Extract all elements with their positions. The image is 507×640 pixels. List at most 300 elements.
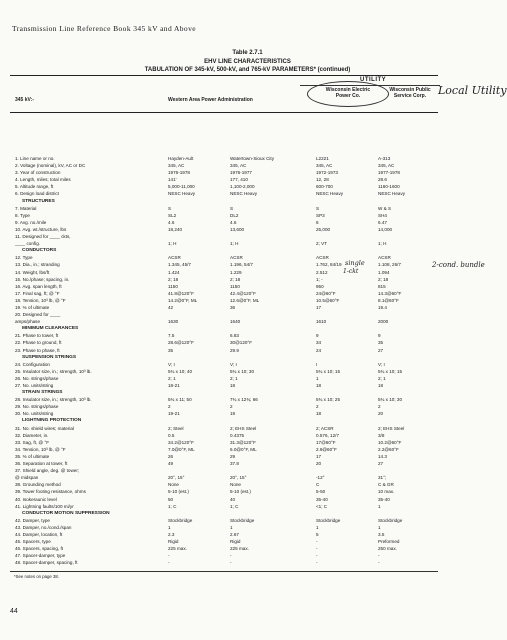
row-label: 36. Separation at tower, ft — [15, 461, 68, 467]
row-label: 48. Spacer-damper, spacing, ft — [15, 560, 78, 566]
cell-value: 2 — [378, 404, 381, 410]
cell-value: 6.47 — [378, 219, 387, 225]
cell-value: 31.3@120°F — [230, 439, 256, 445]
row-label: 12. Type — [15, 255, 33, 261]
cell-value: 14.3@60°F — [378, 290, 402, 296]
table-row — [0, 176, 495, 183]
row-label: 28. Insulator size, in.; strength, 10³ lb. — [15, 397, 92, 403]
table-row — [0, 496, 495, 503]
cell-value: Rigid — [230, 539, 241, 545]
row-label: 43. Damper, no./cond./span — [15, 524, 72, 530]
section-heading-label: CONDUCTOR MOTION SUPPRESSION — [22, 510, 110, 516]
cell-value: 2; ACSR — [316, 425, 334, 431]
table-row — [0, 538, 495, 545]
section-heading-label: STRAIN STRINGS — [22, 390, 63, 396]
cell-value: 177, 410 — [230, 177, 248, 183]
cell-value: 17@60°F — [316, 439, 336, 445]
row-label: ____ config. — [15, 241, 41, 247]
cell-value: 18,240 — [168, 226, 183, 232]
cell-value: 6 — [316, 219, 319, 225]
table-titles — [0, 49, 495, 75]
cell-value: 1 — [230, 524, 233, 530]
row-label: 44. Damper, location, ft — [15, 531, 63, 537]
cell-value: 49 — [168, 461, 174, 467]
cell-value: 1.108, 26/7 — [378, 262, 401, 268]
row-label: 8. Type — [15, 212, 30, 218]
table-row — [0, 432, 495, 439]
table-row — [0, 155, 495, 162]
cell-value: 3.5 — [378, 531, 385, 537]
handwritten-circle — [307, 81, 389, 107]
row-label: 16. Avg. span length, ft — [15, 283, 62, 289]
cell-value: 18 — [378, 383, 384, 388]
row-label: 47. Spacer-damper, type — [15, 553, 66, 559]
section-heading — [0, 325, 495, 332]
cell-value: 1.762, 84/19 — [316, 262, 342, 268]
cell-value: 1 — [378, 524, 381, 530]
table-row — [0, 552, 495, 559]
handwritten-note-two-cond-bundle: 2-cond. bundle — [432, 261, 485, 269]
row-label: @ midspan — [15, 475, 39, 481]
cell-value: 6.83 — [230, 333, 239, 339]
row-label: 21. Phase to tower, ft — [15, 333, 59, 339]
cell-value: 27 — [378, 461, 384, 467]
cell-value: 24 — [316, 347, 322, 353]
cell-value: 1976-1978 — [168, 170, 190, 176]
row-label: 11. Designed for ____ ckts, — [15, 234, 71, 240]
cell-value: 1972-1973 — [316, 170, 338, 176]
kv-heading: 345 kV:- — [15, 97, 34, 103]
header-rule — [10, 112, 438, 113]
cell-value: ACSR — [316, 255, 329, 261]
cell-value: - — [230, 553, 232, 559]
cell-value: 28.6 — [378, 177, 387, 183]
table-row — [0, 290, 495, 297]
cell-value: None — [230, 482, 241, 488]
section-heading — [0, 417, 495, 424]
cell-value: <1; C — [316, 503, 328, 509]
cell-value: 34 — [316, 340, 322, 346]
table-row — [0, 453, 495, 460]
footnote: *See notes on page 38. — [14, 574, 59, 579]
cell-value: Rigid — [168, 539, 179, 545]
cell-value: 9 — [378, 333, 381, 339]
cell-value: 14.2@0°F, ML — [168, 297, 198, 303]
cell-value: - — [316, 560, 318, 566]
cell-value: 1.196, 54/7 — [230, 262, 253, 268]
table-row — [0, 212, 495, 219]
row-label: amps/phase — [15, 319, 41, 325]
cell-value: - — [168, 553, 170, 559]
table-row — [0, 403, 495, 410]
table-row — [0, 517, 495, 524]
table-row — [0, 410, 495, 417]
cell-value: SL2 — [168, 212, 177, 218]
table-row — [0, 375, 495, 382]
cell-value: Stockbridge — [378, 517, 403, 523]
cell-value: S — [230, 205, 234, 211]
row-label: 23. Phase to phase, ft — [15, 347, 60, 353]
cell-value: 13,600 — [230, 226, 245, 232]
cell-value: 19.4 — [378, 304, 387, 310]
cell-value: - — [230, 560, 232, 566]
cell-value: 5¾ x 10; 30 — [230, 368, 255, 374]
row-label: 37. Shield angle, deg. @ tower; — [15, 468, 80, 474]
parameter-table — [0, 155, 495, 566]
table-row — [0, 361, 495, 368]
table-row — [0, 503, 495, 510]
row-label: 6. Design load district — [15, 191, 59, 197]
row-label: 30. No. units/string — [15, 411, 54, 417]
cell-value: 10 max. — [378, 489, 395, 495]
section-heading-label: SUSPENSION STRINGS — [22, 354, 77, 360]
cell-value: ACSR — [378, 255, 391, 261]
row-label: 4. Length, miles; total miles — [15, 177, 71, 183]
column-heading-wisconsin-electric: Wisconsin Electric Power Co. — [325, 87, 371, 99]
cell-value: 250 max. — [378, 546, 397, 552]
table-row — [0, 269, 495, 276]
row-label: 14. Weight, lbs/ft — [15, 269, 50, 275]
row-label: 34. Tension, 10³ lb, @ °F — [15, 446, 66, 452]
cell-value: 30@120°F — [230, 340, 253, 346]
cell-value: S — [316, 205, 320, 211]
cell-value: 5¾ x 10; 30 — [378, 397, 403, 403]
cell-value: - — [316, 546, 318, 552]
cell-value: W & S — [378, 205, 392, 211]
cell-value: 1 — [378, 503, 381, 509]
cell-value: 19-21 — [168, 411, 180, 417]
cell-value: 31°; — [378, 475, 387, 481]
cell-value: 5¾ x 10; 15 — [316, 368, 341, 374]
table-row — [0, 531, 495, 538]
handwritten-note-local-utility: Local Utility — [438, 84, 507, 97]
cell-value: 345, AC — [168, 163, 185, 169]
cell-value: 1; H — [168, 241, 177, 247]
cell-value: 225 max. — [230, 546, 249, 552]
section-heading — [0, 389, 495, 396]
cell-value: 2.3 — [168, 531, 175, 537]
table-row — [0, 460, 495, 467]
cell-value: 8.1@60°F — [378, 297, 399, 303]
cell-value: NESC Heavy — [168, 191, 196, 197]
cell-value: 1 — [168, 524, 171, 530]
section-heading — [0, 198, 495, 205]
cell-value: 345, AC — [230, 163, 247, 169]
row-label: 10. Avg. wt./structure, lbs — [15, 226, 67, 232]
cell-value: C — [316, 482, 320, 488]
cell-value: 5-50 — [316, 489, 326, 495]
row-label: 13. Dia., in.; stranding — [15, 262, 60, 268]
cell-value: Stockbridge — [168, 517, 193, 523]
row-label: 3. Year of construction — [15, 170, 61, 176]
cell-value: - — [378, 560, 380, 566]
table-row — [0, 347, 495, 354]
cell-value: 26 — [168, 453, 174, 459]
row-label: 25. Insulator size, in.; strength, 10³ lb. — [15, 368, 92, 374]
cell-value: 5¾ x 10; 15 — [378, 368, 403, 374]
row-label: 15. No./phase; spacing, in. — [15, 276, 70, 282]
table-row — [0, 183, 495, 190]
cell-value: 2; 1 — [230, 375, 238, 381]
cell-value: 600-700 — [316, 184, 333, 190]
table-row — [0, 396, 495, 403]
cell-value: I — [316, 361, 318, 367]
cell-value: 1.345, 45/7 — [168, 262, 191, 268]
row-label: 9. Avg. no./mile — [15, 219, 47, 225]
section-heading — [0, 510, 495, 517]
cell-value: 225 max. — [168, 546, 187, 552]
cell-value: 1977-1978 — [378, 170, 400, 176]
cell-value: 17 — [316, 304, 322, 310]
table-row — [0, 169, 495, 176]
row-label: 38. Grounding method — [15, 482, 61, 488]
cell-value: 1,100-2,000 — [230, 184, 255, 190]
cell-value: 2 — [230, 404, 233, 410]
cell-value: - — [378, 553, 380, 559]
cell-value: 35-40 — [316, 496, 328, 502]
row-label: 17. Final sag, ft; @ °F — [15, 290, 60, 296]
cell-value: 4.6 — [230, 219, 237, 225]
cell-value: 42 — [168, 304, 174, 310]
cell-value: 19 — [230, 411, 236, 417]
cell-value: 2.2@60°F — [378, 446, 399, 452]
row-label: 18. Tension, 10³ lb, @ °F — [15, 297, 66, 303]
cell-value: 1 — [316, 524, 319, 530]
cell-value: 0.576, 12/7 — [316, 432, 339, 438]
cell-value: 1630 — [168, 319, 179, 325]
row-label: 27. No. units/string — [15, 383, 54, 388]
cell-value: 20 — [316, 461, 322, 467]
section-heading — [0, 247, 495, 254]
row-label: 22. Phase to ground, ft — [15, 340, 62, 346]
row-label: 35. % of ultimate — [15, 453, 50, 459]
cell-value: 29.9 — [230, 347, 239, 353]
cell-value: Preformed — [378, 539, 400, 545]
cell-value: 2; EHS Steel — [378, 425, 405, 431]
cell-value: 2; VT — [316, 241, 327, 247]
row-label: 7. Material — [15, 205, 37, 211]
column-heading-western: Western Area Power Administration — [168, 97, 253, 103]
cell-value: 20 — [378, 411, 384, 417]
row-label: 24. Configuration — [15, 361, 50, 367]
cell-value: 2.512 — [316, 269, 328, 275]
row-label: 46. Spacers, spacing, ft — [15, 546, 64, 552]
cell-value: 1150 — [168, 283, 178, 289]
section-heading-label: STRUCTURES — [22, 198, 55, 204]
cell-value: 1; C — [230, 503, 239, 509]
cell-value: 36 — [230, 304, 236, 310]
cell-value: 1.229 — [230, 269, 242, 275]
cell-value: 5 — [316, 531, 319, 537]
table-row — [0, 261, 495, 268]
cell-value: NESC Heavy — [378, 191, 406, 197]
row-label: 39. Tower footing resistance, ohms — [15, 489, 86, 495]
cell-value: -12° — [316, 475, 325, 481]
row-label: 31. No. shield wires; material — [15, 425, 74, 431]
cell-value: 1976-1977 — [230, 170, 252, 176]
cell-value: 35-40 — [378, 496, 390, 502]
cell-value: 2; 18 — [168, 276, 179, 282]
table-row — [0, 233, 495, 240]
cell-value: 14.3 — [378, 453, 387, 459]
cell-value: 2; EHS Steel — [230, 425, 257, 431]
table-row — [0, 304, 495, 311]
table-row — [0, 318, 495, 325]
cell-value: 34.2@120°F — [168, 439, 194, 445]
cell-value: 10.2@60°F — [378, 439, 402, 445]
cell-value: 20°, 15° — [168, 475, 185, 481]
table-row — [0, 276, 495, 283]
cell-value: 27 — [378, 347, 384, 353]
cell-value: V; I — [378, 361, 385, 367]
row-label: 45. Spacers, type — [15, 539, 51, 545]
table-row — [0, 439, 495, 446]
cell-value: 1 — [316, 375, 319, 381]
cell-value: 25,000 — [316, 226, 331, 232]
cell-value: 29 — [230, 453, 236, 459]
cell-value: 2.9@60°F — [316, 446, 337, 452]
cell-value: 950 — [316, 283, 324, 289]
top-rule — [10, 75, 438, 76]
table-row — [0, 481, 495, 488]
cell-value: 2; 1 — [378, 375, 386, 381]
cell-value: V; I — [168, 361, 175, 367]
cell-value: 2 — [316, 404, 319, 410]
cell-value: 1; H — [230, 241, 239, 247]
row-label: 41. Lightning faults/100 mi/yr — [15, 503, 74, 509]
cell-value: Watertown-Sioux City — [230, 156, 274, 161]
cell-value: 2; 18 — [378, 276, 389, 282]
cell-value: 10.5@60°F — [316, 297, 340, 303]
table-row — [0, 524, 495, 531]
cell-value: 2 — [168, 404, 171, 410]
cell-value: 1160-1600 — [378, 184, 400, 190]
cell-value: 20°, 15° — [230, 475, 247, 481]
cell-value: A-313 — [378, 156, 391, 161]
section-heading-label: LIGHTNING PROTECTION — [22, 418, 82, 424]
table-row — [0, 559, 495, 566]
table-row — [0, 219, 495, 226]
cell-value: Hayden-Ault — [168, 156, 194, 161]
cell-value: 141' — [168, 177, 177, 183]
cell-value: SP3 — [316, 212, 325, 218]
table-number: Table 2.7.1 — [232, 50, 263, 56]
cell-value: DL2 — [230, 212, 239, 218]
table-row — [0, 283, 495, 290]
cell-value: 1; H — [378, 241, 387, 247]
cell-value: V; I — [230, 361, 237, 367]
section-heading-label: MINIMUM CLEARANCES — [22, 326, 79, 332]
cell-value: 5-10 (est.) — [168, 489, 189, 495]
cell-value: 1640 — [230, 319, 241, 325]
cell-value: 5¾ x 11; 50 — [168, 397, 192, 403]
cell-value: 345, AC — [378, 163, 395, 169]
row-label: 1. Line name or no. — [15, 156, 55, 161]
cell-value: 18 — [316, 383, 322, 388]
cell-value: 1; - — [316, 276, 323, 282]
cell-value: 7¾ x 12¾; 66 — [230, 397, 258, 403]
cell-value: Stockbridge — [316, 517, 341, 523]
column-heading-wisconsin-public: Wisconsin Public Service Corp. — [389, 87, 431, 99]
table-row — [0, 339, 495, 346]
cell-value: 37.8 — [230, 461, 239, 467]
handwritten-note-single: single — [345, 259, 365, 267]
cell-value: 9 — [316, 333, 319, 339]
row-label: 29. No. strings/phase — [15, 404, 59, 410]
cell-value: 3/8 — [378, 432, 385, 438]
table-row — [0, 226, 495, 233]
row-label: 26. No. strings/phase — [15, 375, 59, 381]
cell-value: 0.5 — [168, 432, 175, 438]
table-row — [0, 240, 495, 247]
section-heading-label: CONDUCTORS — [22, 248, 57, 254]
cell-value: 5¾ x 10; 40 — [168, 368, 193, 374]
cell-value: 0.4375 — [230, 432, 245, 438]
table-row — [0, 474, 495, 481]
table-row — [0, 190, 495, 197]
table-row — [0, 205, 495, 212]
cell-value: SH4 — [378, 212, 387, 218]
table-row — [0, 332, 495, 339]
row-label: 42. Damper, type — [15, 517, 50, 523]
cell-value: 5¾ x 10; 25 — [316, 397, 341, 403]
table-row — [0, 254, 495, 261]
cell-value: 1; C — [168, 503, 177, 509]
cell-value: 2000 — [378, 319, 389, 325]
row-label: 40. Isokeraunic level — [15, 496, 57, 502]
cell-value: 815 — [378, 283, 386, 289]
bottom-rule — [10, 571, 438, 572]
cell-value: 14,000 — [378, 226, 393, 232]
table-row — [0, 368, 495, 375]
row-label: 19. % of ultimate — [15, 304, 50, 310]
cell-value: - — [316, 539, 318, 545]
cell-value: 345, AC — [316, 163, 333, 169]
cell-value: None — [168, 482, 179, 488]
table-row — [0, 297, 495, 304]
cell-value: 1.424 — [168, 269, 180, 275]
table-row — [0, 311, 495, 318]
cell-value: ACSR — [168, 255, 181, 261]
cell-value: S — [168, 205, 172, 211]
row-label: 33. Sag, ft, @ °F — [15, 439, 50, 445]
cell-value: 18 — [230, 383, 236, 388]
cell-value: 12.6@0°F, ML — [230, 297, 260, 303]
row-label: 20. Designed for ____ — [15, 312, 61, 318]
cell-value: 28.6@120°F — [168, 340, 194, 346]
cell-value: 2.67 — [230, 531, 239, 537]
cell-value: - — [316, 553, 318, 559]
cell-value: 50 — [168, 496, 174, 502]
cell-value: 40 — [230, 496, 236, 502]
table-row — [0, 162, 495, 169]
cell-value: 7.5 — [168, 333, 175, 339]
utility-label: UTILITY — [360, 77, 387, 83]
row-label: 5. Altitude range, ft — [15, 184, 54, 190]
table-subtitle: TABULATION OF 345-kV, 500-kV, and 765-kV PARAMETERS* (continued) — [144, 67, 351, 73]
table-row — [0, 425, 495, 432]
cell-value: 4.6 — [168, 219, 175, 225]
cell-value: 1.094 — [378, 269, 390, 275]
cell-value: 41.8@120°F — [168, 290, 194, 296]
cell-value: 18-21 — [168, 383, 180, 388]
row-label: 32. Diameter, in. — [15, 432, 49, 438]
cell-value: 35 — [378, 340, 384, 346]
cell-value: NESC Heavy — [230, 191, 258, 197]
cell-value: C & GR — [378, 482, 394, 488]
cell-value: 2; Steel — [168, 425, 184, 431]
table-row — [0, 488, 495, 495]
